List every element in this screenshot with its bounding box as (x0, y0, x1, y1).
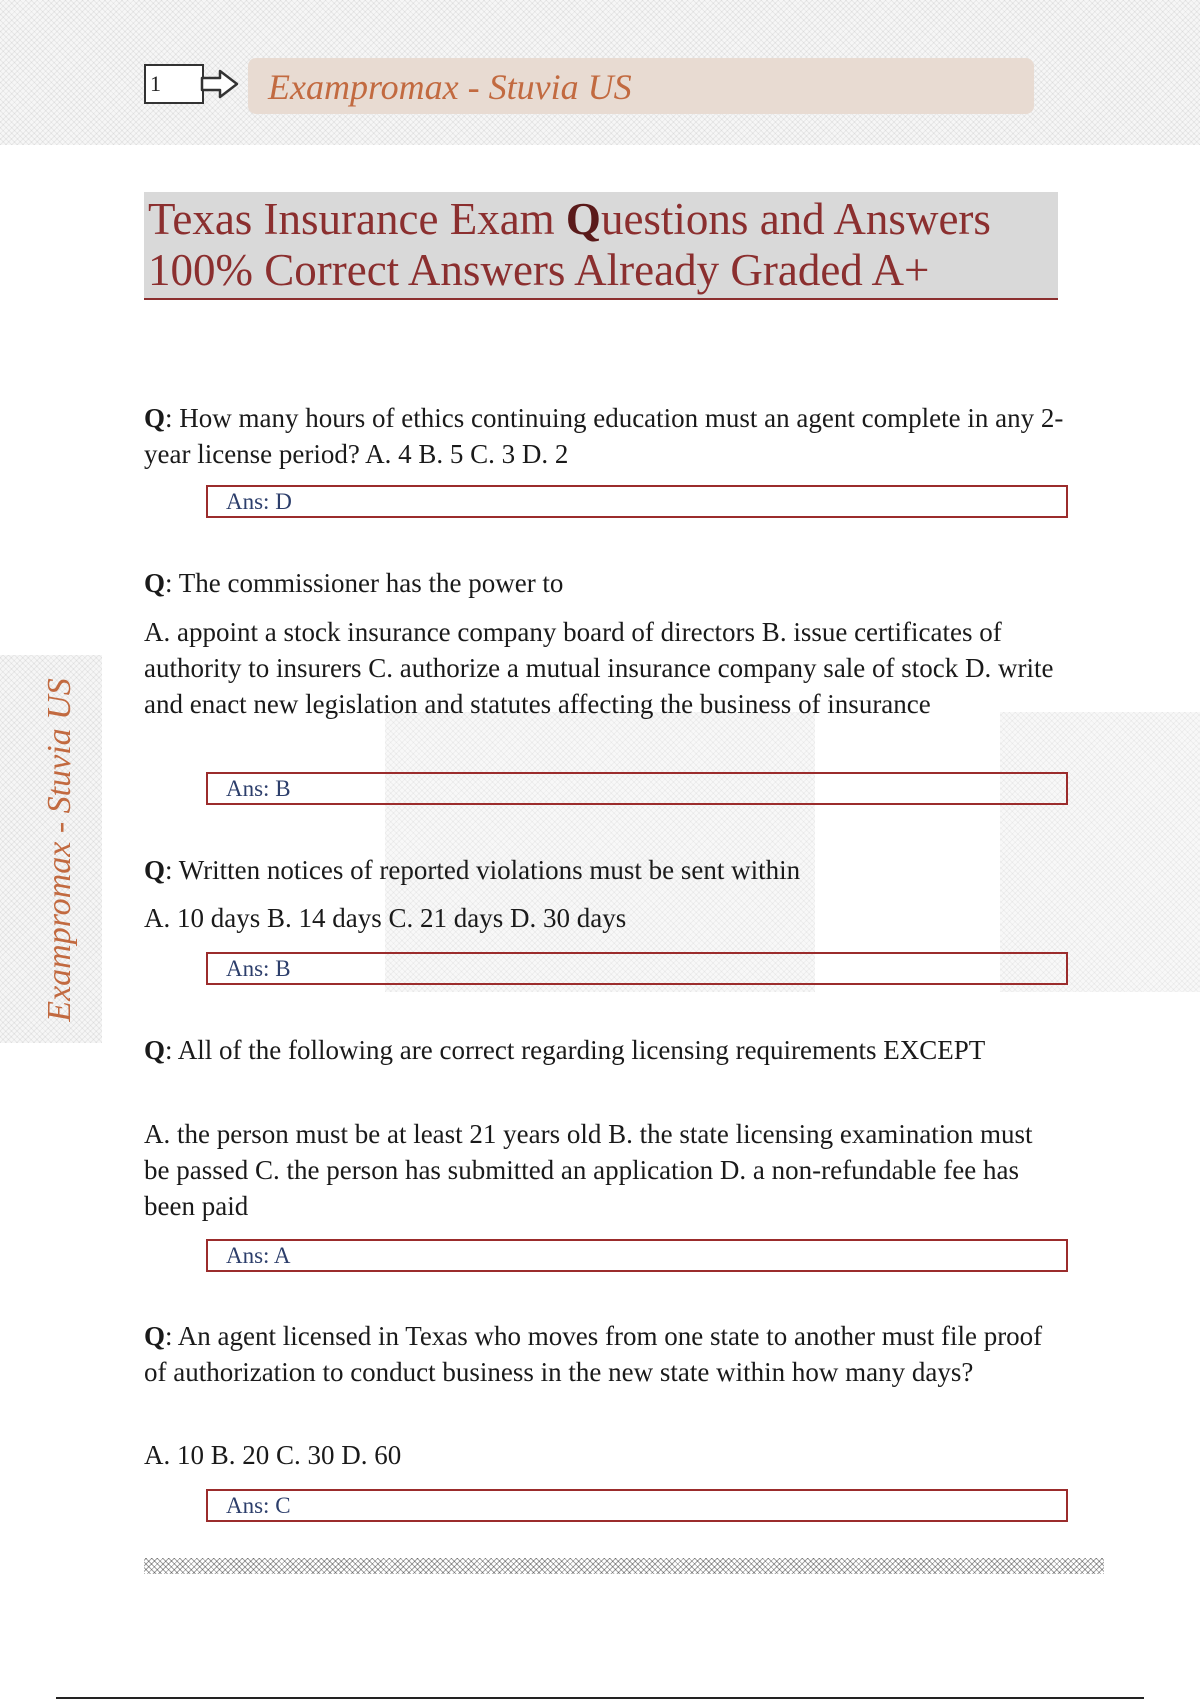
options-2: A. appoint a stock insurance company board of directors B. issue certificates of authority to insurers C. authorize a mutual insurance company sale of stock D. write and enact new legislation and statutes affecting the business of insurance (144, 617, 1054, 719)
answer-box-1: Ans: D (206, 485, 1068, 518)
question-3: Q: Written notices of reported violations must be sent within (144, 855, 801, 885)
answer-box-5: Ans: C (206, 1489, 1068, 1522)
side-brand-label: Exampromax - Stuvia US (41, 678, 78, 1022)
answer-box-3: Ans: B (206, 952, 1068, 985)
title-line-2: 100% Correct Answers Already Graded A+ (148, 245, 930, 295)
decorative-divider (144, 1558, 1104, 1574)
page-number: 1 (144, 64, 204, 104)
document-title (144, 192, 1058, 300)
answer-box-4: Ans: A (206, 1239, 1068, 1272)
options-3: A. 10 days B. 14 days C. 21 days D. 30 days (144, 903, 627, 933)
title-line-1: Texas Insurance Exam Questions and Answers (148, 194, 991, 244)
options-5: A. 10 B. 20 C. 30 D. 60 (144, 1440, 402, 1470)
brand-title: Exampromax - Stuvia US (268, 67, 632, 107)
question-2: Q: The commissioner has the power to (144, 568, 564, 598)
footer-rule (56, 1697, 1144, 1699)
question-5: Q: An agent licensed in Texas who moves from one state to another must file proof of authorization to conduct business in the new state within how many days? (144, 1321, 1043, 1387)
question-4: Q: All of the following are correct regarding licensing requirements EXCEPT (144, 1035, 986, 1065)
answer-box-2: Ans: B (206, 772, 1068, 805)
arrow-right-icon (200, 68, 240, 100)
options-4: A. the person must be at least 21 years old B. the state licensing examination must be passed C. the person has submitted an application D. a non-refundable fee has been paid (144, 1119, 1033, 1221)
header-brand-bar (248, 58, 1034, 114)
question-1: Q: How many hours of ethics continuing education must an agent complete in any 2-year license period? A. 4 B. 5 C. 3 D. 2 (144, 403, 1064, 469)
